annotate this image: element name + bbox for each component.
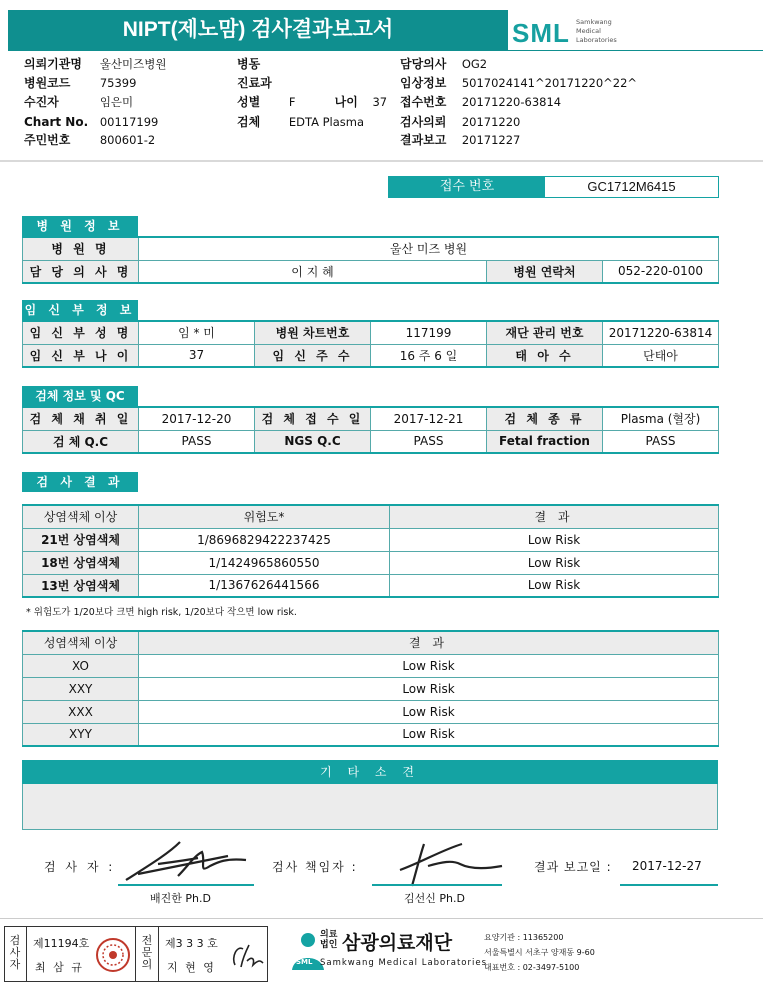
info-value: F	[288, 95, 296, 109]
specimen-qc-value: PASS	[139, 430, 255, 453]
gestation-weeks-label: 임 신 주 수	[255, 344, 371, 367]
chief-signature	[372, 836, 512, 890]
hospital-name-label: 병 원 명	[23, 237, 139, 260]
tester-signature	[118, 836, 258, 886]
misc-findings-title: 기 타 소 견	[22, 760, 718, 784]
mgmt-no-value: 20171220-63814	[603, 321, 719, 344]
doctor-name-value: 이 지 혜	[139, 260, 487, 283]
footer-divider	[0, 918, 763, 919]
info-specimen	[237, 114, 364, 131]
info-label: 성별	[237, 95, 261, 109]
info-referring-hospital	[24, 56, 166, 73]
tab-specimen-qc: 검체 정보 및 QC	[22, 386, 138, 406]
table-row	[23, 321, 719, 344]
info-label: 검체	[237, 115, 261, 129]
specimen-type-value: Plasma (혈장)	[603, 407, 719, 430]
tab-test-results: 검 사 결 과	[22, 472, 138, 492]
logo-sub-2: Medical	[576, 27, 601, 35]
organization-block	[288, 926, 758, 982]
info-label: 임상정보	[400, 76, 447, 90]
info-value: 울산미즈병원	[99, 57, 167, 71]
autosome-results-table	[22, 504, 719, 598]
info-clinical	[400, 75, 637, 92]
table-row	[23, 700, 719, 723]
info-label: 접수번호	[400, 95, 447, 109]
info-hospital-code	[24, 75, 136, 92]
table-row	[23, 654, 719, 677]
org-name: 삼광의료재단	[342, 932, 453, 954]
receipt-label: 접수 번호	[389, 177, 545, 197]
doctor-signature	[225, 939, 265, 973]
receive-date-value: 2017-12-21	[371, 407, 487, 430]
hospital-contact-label: 병원 연락처	[487, 260, 603, 283]
info-label: 검사의뢰	[400, 115, 447, 129]
chief-name: 김선신 Ph.D	[404, 892, 465, 905]
tester-license: 제11194호	[33, 937, 90, 950]
gestation-weeks-value: 16 주 6 일	[371, 344, 487, 367]
logo-sub-1: Samkwang	[576, 18, 612, 26]
report-date-value: 2017-12-27	[632, 859, 702, 873]
col-header: 결 과	[390, 505, 719, 528]
table-row	[23, 260, 719, 283]
table-row	[23, 430, 719, 453]
sex-chromosome-table	[22, 630, 719, 747]
tab-hospital-info: 병 원 정 보	[22, 216, 138, 236]
info-label: 병원코드	[24, 76, 71, 90]
doctor-person: 지 현 영	[167, 961, 216, 974]
specimen-qc-label: 검 체 Q.C	[23, 430, 139, 453]
doctor-name-label: 담 당 의 사 명	[23, 260, 139, 283]
info-age-value: 37	[372, 95, 388, 109]
info-value: 800601-2	[99, 133, 156, 147]
result-value: Low Risk	[390, 551, 719, 574]
info-value: 20171227	[461, 133, 521, 147]
tab-pregnant-info: 임 신 부 정 보	[22, 300, 138, 320]
pregnant-name-label: 임 신 부 성 명	[23, 321, 139, 344]
tester-person: 최 삼 규	[35, 961, 84, 974]
col-header: 성염색체 이상	[23, 631, 139, 654]
info-value: EDTA Plasma	[288, 115, 365, 129]
result-value: Low Risk	[390, 528, 719, 551]
chart-no-label: 병원 차트번호	[255, 321, 371, 344]
tester-vlabel: 검사자	[9, 934, 21, 971]
doctor-vlabel: 전문의	[141, 934, 153, 971]
col-header: 결 과	[139, 631, 719, 654]
info-value: 00117199	[99, 115, 159, 129]
info-department	[237, 75, 289, 92]
pregnant-age-value: 37	[139, 344, 255, 367]
info-sex	[237, 94, 387, 111]
org-address: 서울특별시 서초구 양재동 9-60	[484, 948, 595, 957]
fetus-count-value: 단태아	[603, 344, 719, 367]
chromosome-name: 21번 상염색체	[23, 528, 139, 551]
info-value: 75399	[99, 76, 137, 90]
logo-sub-3: Laboratories	[576, 36, 617, 44]
chart-no-value: 117199	[371, 321, 487, 344]
doctor-license: 제3 3 3 호	[165, 937, 218, 950]
chief-line	[372, 884, 502, 886]
org-prefix	[320, 930, 337, 950]
mgmt-no-label: 재단 관리 번호	[487, 321, 603, 344]
receive-date-label: 검 체 접 수 일	[255, 407, 371, 430]
header-divider	[0, 160, 763, 162]
header-rule	[8, 50, 763, 51]
result-value: Low Risk	[139, 700, 719, 723]
ngs-qc-label: NGS Q.C	[255, 430, 371, 453]
table-row	[23, 574, 719, 597]
logo-subtext	[576, 18, 617, 45]
collect-date-label: 검 체 채 취 일	[23, 407, 139, 430]
specimen-table	[22, 406, 719, 454]
hospital-name-value: 울산 미즈 병원	[139, 237, 719, 260]
info-label: 주민번호	[24, 133, 71, 147]
table-row	[23, 407, 719, 430]
risk-value: 1/1367626441566	[139, 574, 390, 597]
table-row	[23, 237, 719, 260]
table-header-row	[23, 631, 719, 654]
chromosome-name: 13번 상염색체	[23, 574, 139, 597]
pregnant-age-label: 임 신 부 나 이	[23, 344, 139, 367]
chromosome-name: XXY	[23, 677, 139, 700]
info-receipt-no	[400, 94, 561, 111]
risk-value: 1/1424965860550	[139, 551, 390, 574]
col-header: 위험도*	[139, 505, 390, 528]
receipt-box	[388, 176, 719, 198]
info-value: 20171220-63814	[461, 95, 562, 109]
org-logo-text: SML	[296, 958, 313, 966]
info-chart-no	[24, 114, 158, 131]
tester-vlabel-cell	[5, 927, 27, 981]
table-header-row	[23, 505, 719, 528]
result-value: Low Risk	[139, 654, 719, 677]
receipt-value: GC1712M6415	[587, 179, 676, 194]
logo-text: SML	[512, 18, 570, 48]
info-patient	[24, 94, 133, 111]
chromosome-name: 18번 상염색체	[23, 551, 139, 574]
seal-stamp-icon	[95, 937, 131, 973]
org-english: Samkwang Medical Laboratories	[320, 958, 488, 968]
certification-box	[4, 926, 268, 982]
pregnant-name-value: 임 * 미	[139, 321, 255, 344]
doctor-vlabel-cell	[135, 927, 159, 981]
tester-line	[118, 884, 254, 886]
result-value: Low Risk	[139, 723, 719, 746]
org-prefix-2: 법인	[320, 940, 338, 950]
specimen-type-label: 검 체 종 류	[487, 407, 603, 430]
fetal-fraction-label: Fetal fraction	[487, 430, 603, 453]
ngs-qc-value: PASS	[371, 430, 487, 453]
table-row	[23, 723, 719, 746]
info-label: 진료과	[237, 76, 272, 90]
info-ward	[237, 56, 289, 73]
risk-value: 1/8696829422237425	[139, 528, 390, 551]
info-label: 의뢰기관명	[24, 57, 82, 71]
org-prefix-1: 의료	[320, 930, 338, 940]
report-date-line	[620, 884, 718, 886]
hospital-contact-value: 052-220-0100	[603, 260, 719, 283]
chief-label: 검사 책임자 :	[272, 860, 358, 874]
info-label: Chart No.	[24, 115, 89, 129]
hospital-info-table	[22, 236, 719, 284]
tester-name: 배진한 Ph.D	[150, 892, 211, 905]
pregnant-info-table	[22, 320, 719, 368]
tester-label: 검 사 자 :	[44, 860, 116, 874]
info-label: 담당의사	[400, 57, 447, 71]
fetal-fraction-value: PASS	[603, 430, 719, 453]
org-phone: 대표번호 : 02-3497-5100	[484, 963, 580, 972]
info-label: 수진자	[24, 95, 59, 109]
table-row	[23, 551, 719, 574]
result-value: Low Risk	[390, 574, 719, 597]
info-request-date	[400, 114, 520, 131]
sml-logo	[512, 12, 632, 52]
info-value: 임은미	[99, 95, 134, 109]
info-value: OG2	[461, 57, 488, 71]
risk-footnote: * 위험도가 1/20보다 크면 high risk, 1/20보다 작으면 low risk.	[26, 607, 297, 618]
chromosome-name: XXX	[23, 700, 139, 723]
info-label: 병동	[237, 57, 261, 71]
report-date-label: 결과 보고일 :	[534, 860, 612, 874]
result-value: Low Risk	[139, 677, 719, 700]
fetus-count-label: 태 아 수	[487, 344, 603, 367]
table-row	[23, 344, 719, 367]
info-resident-no	[24, 132, 155, 149]
collect-date-value: 2017-12-20	[139, 407, 255, 430]
col-header: 상염색체 이상	[23, 505, 139, 528]
info-label: 결과보고	[400, 133, 447, 147]
info-value: 5017024141^20171220^22^	[461, 76, 638, 90]
org-code: 요양기관 : 11365200	[484, 933, 564, 942]
chromosome-name: XYY	[23, 723, 139, 746]
info-value: 20171220	[461, 115, 521, 129]
info-report-date	[400, 132, 520, 149]
table-row	[23, 528, 719, 551]
misc-findings-body	[22, 784, 718, 830]
report-title: NIPT(제노맘) 검사결과보고서	[8, 10, 508, 50]
info-age-label: 나이	[334, 95, 358, 109]
table-row	[23, 677, 719, 700]
info-doctor	[400, 56, 487, 73]
chromosome-name: XO	[23, 654, 139, 677]
